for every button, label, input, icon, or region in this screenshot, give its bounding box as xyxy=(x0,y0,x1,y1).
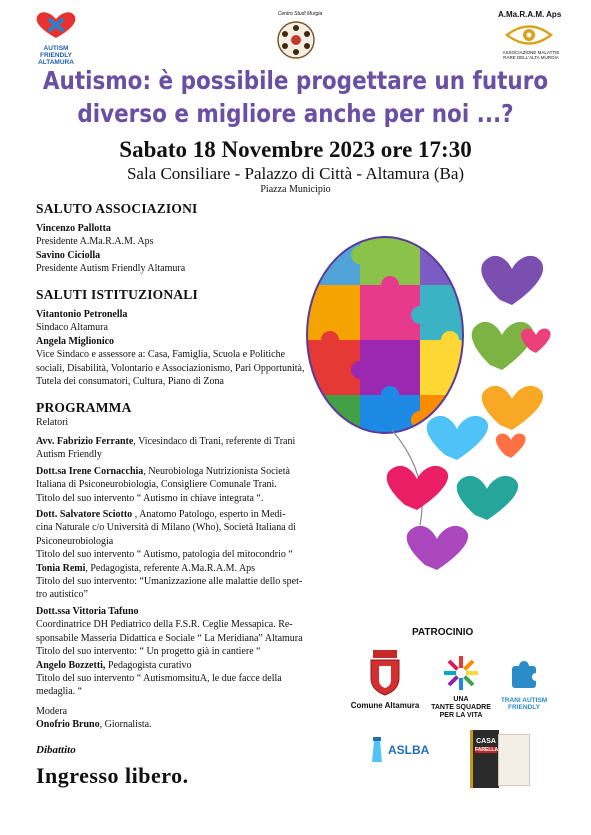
comune-altamura-label: Comune Altamura xyxy=(350,701,420,710)
community-circle-icon xyxy=(276,20,316,60)
event-venue: Sala Consiliare - Palazzo di Città - Altamura (Ba) xyxy=(126,164,465,183)
istituzionali-role-2c: Tutela dei consumatori, Cultura, Piano di Zona xyxy=(36,376,224,388)
speaker-4-name: Tonia Remi xyxy=(36,562,86,574)
speaker-4-desc-b: Titolo del suo intervento: “Umanizzazione alle malattie dello spet- xyxy=(36,576,303,588)
casa-farella-book xyxy=(470,730,499,788)
casa-farella-logo xyxy=(470,730,534,788)
autism-friendly-logo-text: AUTISM FRIENDLY ALTAMURA xyxy=(38,45,74,66)
speaker-6-desc-a: Pedagogista curativo xyxy=(105,659,192,671)
una-label-1: UNA xyxy=(453,696,469,703)
casa-farella-title-2: FARELLA xyxy=(475,747,499,753)
eye-icon xyxy=(504,22,554,48)
speaker-6 xyxy=(36,659,336,699)
speaker-2 xyxy=(36,465,336,505)
speaker-1-name: Avv. Fabrizio Ferrante xyxy=(36,436,134,447)
trani-autism-label xyxy=(494,697,554,711)
speaker-1-desc-b: Autism Friendly xyxy=(36,449,102,461)
center-circle-logo xyxy=(276,20,316,60)
istituzionali-heading: SALUTI ISTITUZIONALI xyxy=(36,287,198,302)
istituzionali-role-1: Sindaco Altamura xyxy=(36,322,108,334)
center-caption: Centro Studi Murgia xyxy=(277,11,323,17)
istituzionali-list xyxy=(36,308,305,388)
coat-of-arms-icon xyxy=(367,650,403,696)
speaker-4 xyxy=(36,562,336,602)
dibattito-label: Dibattito xyxy=(36,744,76,756)
saluto-name-2: Savino Ciciolla xyxy=(36,249,101,261)
speaker-3-desc-a: , Anatomo Patologo, esperto in Medi- xyxy=(132,509,286,521)
speaker-3-name: Dott. Salvatore Sciotto xyxy=(36,509,133,521)
una-tante-squadre-logo xyxy=(428,655,494,723)
speaker-6-desc-c: medaglia. “ xyxy=(36,686,83,698)
event-title-line-1: Autismo: è possibile progettare un futuro xyxy=(42,66,549,95)
speaker-3-desc-c: Psiconeurobiologia xyxy=(36,535,114,547)
istituzionali-role-2b: sociali, Disabilità, Volontario e Associazionismo, Pari Opportunità, xyxy=(36,362,305,374)
saluto-name-1: Vincenzo Pallotta xyxy=(36,223,111,234)
moderator-name: Onofrio Bruno xyxy=(36,719,100,731)
saluto-heading: SALUTO ASSOCIAZIONI xyxy=(36,201,198,216)
patrocinio-heading: PATROCINIO xyxy=(412,627,474,638)
speaker-1 xyxy=(36,435,336,462)
comune-altamura-logo xyxy=(348,650,422,720)
speaker-5-desc-b: sponsabile Masseria Didattica e Sociale “ La Meridiana” Altamura xyxy=(36,632,303,644)
speaker-2-desc-a: , Neurobiologa Nutrizionista Società xyxy=(143,465,290,477)
istituzionali-role-2a: Vice Sindaco e assessore a: Casa, Famiglia, Scuola e Politiche xyxy=(36,349,286,361)
programma-relatori: Relatori xyxy=(36,417,69,428)
puzzle-balloon-illustration xyxy=(300,225,570,595)
amaram-logo-title: A.Ma.R.A.M. Aps xyxy=(498,10,562,19)
istituzionali-name-1: Vitantonio Petronella xyxy=(36,309,128,320)
event-datetime: Sabato 18 Novembre 2023 ore 17:30 xyxy=(119,137,472,162)
speaker-5-name: Dott.ssa Vittoria Tafuno xyxy=(36,605,139,617)
casa-farella-page xyxy=(498,734,530,786)
speaker-3 xyxy=(36,508,336,562)
speaker-1-desc-a: , Vicesindaco di Trani, referente di Trani xyxy=(133,436,296,447)
istituzionali-name-2: Angela Miglionico xyxy=(36,335,115,347)
speaker-4-desc-c: tro autistico” xyxy=(36,589,88,601)
speaker-5-desc-c: Titolo del suo intervento: “ Un progetto già in cantiere “ xyxy=(36,646,261,658)
star-burst-icon xyxy=(439,655,483,691)
speakers-list xyxy=(36,435,336,732)
speaker-5 xyxy=(36,605,336,659)
amaram-logo-sub: ASSOCIAZIONE MALATTIE RARE DELL'ALTA MURGIA xyxy=(502,50,560,60)
event-title xyxy=(41,64,549,130)
event-venue-sub: Piazza Municipio xyxy=(260,184,331,195)
una-label-2: TANTE SQUADRE xyxy=(431,704,491,711)
speaker-2-desc-c: Titolo del suo intervento “ Autismo in chiave integrata “. xyxy=(36,492,264,504)
speaker-5-desc-a: Coordinatrice DH Pediatrico della F.S.R. Ceglie Messapica. Re- xyxy=(36,619,293,631)
heart-puzzle-icon xyxy=(28,10,84,40)
saluto-role-1: Presidente A.Ma.R.A.M. Aps xyxy=(36,236,154,248)
moderator xyxy=(36,705,336,732)
trani-label-2: FRIENDLY xyxy=(508,704,540,711)
event-title-line-2: diverso e migliore anche per noi ...? xyxy=(77,99,514,128)
programma-heading: PROGRAMMA xyxy=(36,400,132,415)
speaker-3-desc-b: cina Naturale c/o Università di Milano (Who), Società Italiana di xyxy=(36,522,296,534)
asl-ba-logo xyxy=(368,735,438,765)
una-tante-squadre-label xyxy=(428,696,494,720)
speaker-2-name: Dott.sa Irene Cornacchia xyxy=(36,465,144,477)
ingresso-libero: Ingresso libero. xyxy=(36,763,189,788)
saluto-role-2: Presidente Autism Friendly Altamura xyxy=(36,263,186,275)
lighthouse-icon xyxy=(368,735,386,763)
puzzle-piece-icon xyxy=(509,660,539,692)
trani-autism-logo xyxy=(494,660,554,720)
puzzle-balloon-icon xyxy=(300,225,570,595)
asl-ba-label: ASLBA xyxy=(388,743,430,757)
amaram-logo xyxy=(504,22,554,50)
speaker-2-desc-b: Italiana di Psiconeurobiologia, Consigliere Comunale Trani. xyxy=(36,479,277,491)
una-label-3: PER LA VITA xyxy=(439,712,483,719)
trani-label-1: TRANI AUTISM xyxy=(500,697,548,704)
casa-farella-title-1: CASA xyxy=(476,738,496,745)
speaker-6-name: Angelo Bozzetti, xyxy=(36,659,106,671)
saluto-list xyxy=(36,222,185,276)
speaker-4-desc-a: , Pedagogista, referente A.Ma.R.A.M. Aps xyxy=(85,562,256,574)
modera-label: Modera xyxy=(36,705,68,717)
autism-friendly-logo xyxy=(28,10,84,66)
speaker-6-desc-b: Titolo del suo intervento “ AutismomsituA, le due facce della xyxy=(36,672,282,684)
moderator-role: , Giornalista. xyxy=(99,719,152,731)
speaker-3-desc-d: Titolo del suo intervento “ Autismo, patologia del mitocondrio “ xyxy=(36,549,293,561)
